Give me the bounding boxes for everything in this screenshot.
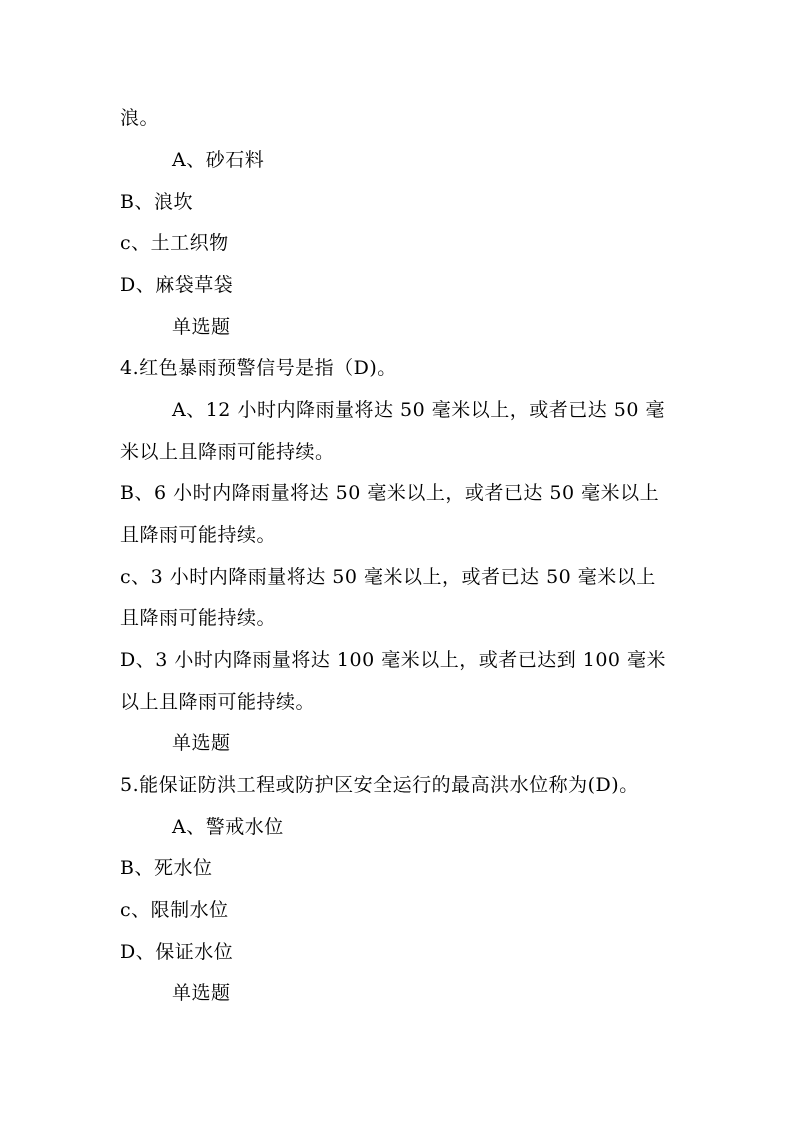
question-type-label: 单选题 <box>172 732 231 754</box>
q5-option-d: D、保证水位 <box>120 941 234 963</box>
q4-option-a-line2: 米以上且降雨可能持续。 <box>120 441 335 463</box>
option-d: D、麻袋草袋 <box>120 274 234 296</box>
question-type-label: 单选题 <box>172 982 231 1004</box>
q4-option-a-line1: A、12 小时内降雨量将达 50 毫米以上，或者已达 50 毫 <box>172 399 665 421</box>
text-line-continuation: 浪。 <box>120 107 160 129</box>
q4-option-c-line1: c、3 小时内降雨量将达 50 毫米以上，或者已达 50 毫米以上 <box>120 566 656 588</box>
question-type-label: 单选题 <box>172 316 231 338</box>
q4-option-d-line1: D、3 小时内降雨量将达 100 毫米以上，或者已达到 100 毫米 <box>120 649 667 671</box>
q5-option-c: c、限制水位 <box>120 899 229 921</box>
question-5: 5.能保证防洪工程或防护区安全运行的最高洪水位称为(D)。 <box>120 774 639 796</box>
q5-option-b: B、死水位 <box>120 857 213 879</box>
question-4: 4.红色暴雨预警信号是指（D)。 <box>120 357 397 379</box>
option-b: B、浪坎 <box>120 191 193 213</box>
q4-option-c-line2: 且降雨可能持续。 <box>120 607 277 629</box>
option-a: A、砂石料 <box>172 149 265 171</box>
q4-option-b-line2: 且降雨可能持续。 <box>120 524 277 546</box>
q4-option-d-line2: 以上且降雨可能持续。 <box>120 691 316 713</box>
q5-option-a: A、警戒水位 <box>172 816 284 838</box>
option-c: c、土工织物 <box>120 232 229 254</box>
q4-option-b-line1: B、6 小时内降雨量将达 50 毫米以上，或者已达 50 毫米以上 <box>120 482 660 504</box>
